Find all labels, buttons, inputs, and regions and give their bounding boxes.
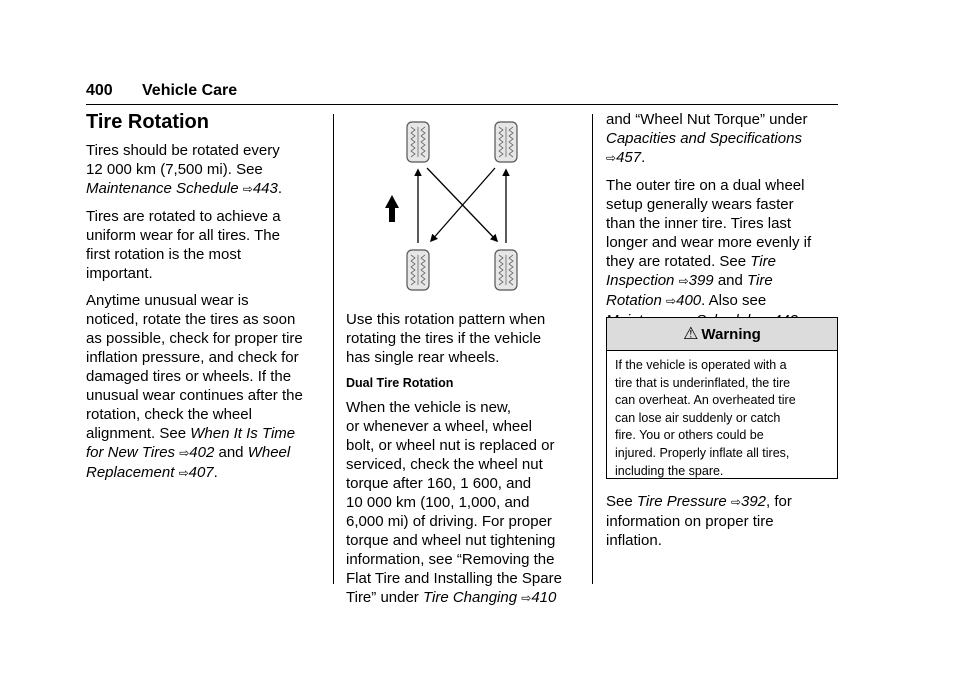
text-line: Anytime unusual wear is bbox=[86, 292, 249, 309]
text-line: Use this rotation pattern when bbox=[346, 311, 546, 328]
column-divider-1 bbox=[333, 114, 334, 584]
link-capacities-specifications[interactable]: Capacities and Specifications bbox=[606, 130, 802, 147]
link-tire-pressure[interactable]: Tire Pressure bbox=[636, 493, 727, 510]
text-line: damaged tires or wheels. If the bbox=[86, 368, 292, 385]
link-tire-rotation[interactable]: Tire bbox=[747, 272, 773, 289]
text-line: rotating the tires if the vehicle bbox=[346, 330, 542, 347]
vehicle-front-arrow-icon bbox=[385, 195, 399, 222]
link-maintenance-schedule[interactable]: Maintenance Schedule bbox=[86, 180, 239, 197]
text-line: important. bbox=[86, 265, 153, 282]
header-rule bbox=[86, 104, 838, 105]
text-line: can overheat. An overheated tire bbox=[615, 393, 796, 408]
text-line: 10 000 km (100, 1,000, and bbox=[346, 494, 530, 511]
ref-arrow-icon: ⇨ bbox=[178, 466, 189, 480]
text-line: tire that is underinflated, the tire bbox=[615, 375, 791, 390]
text-line: serviced, check the wheel nut bbox=[346, 456, 543, 473]
diagram-caption bbox=[346, 310, 582, 367]
ref-arrow-icon: ⇨ bbox=[666, 294, 677, 308]
section-title: Vehicle Care bbox=[142, 82, 238, 99]
paragraph-2 bbox=[86, 207, 326, 283]
column-3 bbox=[606, 110, 838, 339]
warning-title: Warning bbox=[701, 326, 761, 343]
ref-arrow-icon: ⇨ bbox=[242, 182, 253, 196]
text-line: Tires are rotated to achieve a bbox=[86, 208, 281, 225]
text-and: and bbox=[218, 444, 244, 461]
text-line: setup generally wears faster bbox=[606, 196, 794, 213]
rotation-arrow-diagonal bbox=[431, 168, 495, 241]
page-number: 400 bbox=[86, 82, 113, 99]
text-line: If the vehicle is operated with a bbox=[615, 358, 787, 372]
text-line: information on proper tire bbox=[606, 513, 774, 530]
front-right-tire-icon bbox=[495, 122, 517, 162]
paragraph-dual bbox=[346, 398, 582, 608]
page-header bbox=[86, 82, 838, 104]
text-line: noticed, rotate the tires as soon bbox=[86, 311, 296, 328]
warning-icon: ⚠ bbox=[683, 324, 699, 343]
text-line: inflation pressure, and check for bbox=[86, 349, 299, 366]
page-ref[interactable]: 400 bbox=[676, 292, 702, 309]
ref-arrow-icon: ⇨ bbox=[606, 151, 617, 165]
rear-left-tire-icon bbox=[407, 250, 429, 290]
paragraph-1: Tires should be rotated every 12 000 km (7,500 mi). See Maintenance Schedule ⇨443. bbox=[86, 142, 283, 197]
text-line: uniform wear for all tires. The bbox=[86, 227, 280, 244]
text-line: alignment. See bbox=[86, 425, 187, 442]
paragraph-3: Anytime unusual wear is noticed, rotate the tires as soon as possible, check for proper tire inflation pressure, and check for damaged tires or wheels. If the unusual wear continues after the rotation, check the wheel alignment. See When It Is Time for New Tires ⇨402 and Wheel Replacement ⇨407. bbox=[86, 292, 303, 481]
text-line: inflation. bbox=[606, 532, 662, 549]
text-line: Tires should be rotated every bbox=[86, 142, 280, 159]
text-line: first rotation is the most bbox=[86, 246, 242, 263]
text-line: they are rotated. See bbox=[606, 253, 747, 270]
warning-header bbox=[607, 318, 837, 351]
text-and: and bbox=[717, 272, 743, 289]
text-line: bolt, or wheel nut is replaced or bbox=[346, 437, 555, 454]
link-tire-rotation-cont[interactable]: Rotation bbox=[606, 292, 662, 309]
text-line: and “Wheel Nut Torque” under bbox=[606, 111, 808, 128]
paragraph-cont: and “Wheel Nut Torque” under Capacities and Specifications ⇨457. bbox=[606, 111, 808, 166]
rotation-arrow-diagonal bbox=[427, 168, 497, 241]
text-line: torque after 160, 1 600, and bbox=[346, 475, 532, 492]
rear-right-tire-icon bbox=[495, 250, 517, 290]
text-line: 6,000 mi) of driving. For proper bbox=[346, 513, 552, 530]
column-divider-2 bbox=[592, 114, 593, 584]
text-line: unusual wear continues after the bbox=[86, 387, 303, 404]
page-ref[interactable]: 392 bbox=[741, 493, 767, 510]
text-line: has single rear wheels. bbox=[346, 349, 500, 366]
page-ref[interactable]: 399 bbox=[688, 272, 714, 289]
front-left-tire-icon bbox=[407, 122, 429, 162]
text-line: as possible, check for proper tire bbox=[86, 330, 303, 347]
text-see: See bbox=[606, 493, 633, 510]
text-line: or whenever a wheel, wheel bbox=[346, 418, 532, 435]
ref-arrow-icon: ⇨ bbox=[730, 495, 741, 509]
text-line: The outer tire on a dual wheel bbox=[606, 177, 805, 194]
section-heading: Tire Rotation bbox=[86, 111, 209, 133]
ref-arrow-icon: ⇨ bbox=[179, 446, 190, 460]
subheading-dual-tire-rotation: Dual Tire Rotation bbox=[346, 376, 454, 390]
text-line: than the inner tire. Tires last bbox=[606, 215, 792, 232]
text-line: rotation, check the wheel bbox=[86, 406, 252, 423]
warning-box bbox=[606, 317, 838, 479]
text-line: Tire” under bbox=[346, 589, 419, 606]
page-ref[interactable]: 402 bbox=[189, 444, 215, 461]
warning-body bbox=[607, 351, 837, 486]
text-line: 12 000 km (7,500 mi). See bbox=[86, 161, 263, 178]
paragraph-outer-tire: The outer tire on a dual wheel setup generally wears faster than the inner tire. Tires last longer and wear more evenly if they are rotated. See Tire Inspection ⇨399 and Tire Rotation ⇨400. Also see bbox=[606, 176, 838, 331]
page-ref[interactable]: 443 bbox=[252, 180, 278, 197]
text-line: fire. You or others could be bbox=[615, 428, 764, 443]
link-wheel-replacement-cont[interactable]: Replacement bbox=[86, 464, 175, 481]
text-line: Flat Tire and Installing the Spare bbox=[346, 570, 562, 587]
text-line: torque and wheel nut tightening bbox=[346, 532, 556, 549]
page-ref[interactable]: 410 bbox=[531, 589, 557, 606]
link-tire-changing[interactable]: Tire Changing bbox=[422, 589, 518, 606]
text-line: , for bbox=[766, 493, 792, 510]
text-line: including the spare. bbox=[615, 463, 724, 478]
ref-arrow-icon: ⇨ bbox=[678, 274, 689, 288]
text-line: longer and wear more evenly if bbox=[606, 234, 812, 251]
tire-rotation-diagram bbox=[375, 118, 535, 303]
link-tire-inspection-cont[interactable]: Inspection bbox=[606, 272, 675, 289]
ref-arrow-icon: ⇨ bbox=[521, 591, 532, 605]
text-line: When the vehicle is new, bbox=[346, 399, 512, 416]
column-2 bbox=[346, 310, 582, 616]
text-line: can lose air suddenly or catch bbox=[615, 410, 781, 425]
link-wheel-replacement[interactable]: Wheel bbox=[247, 444, 291, 461]
text-also-see: Also see bbox=[708, 292, 767, 309]
paragraph-tire-pressure bbox=[606, 492, 838, 550]
link-tire-inspection[interactable]: Tire bbox=[750, 253, 776, 270]
text-line: information, see “Removing the bbox=[346, 551, 555, 568]
link-new-tires-cont[interactable]: for New Tires bbox=[86, 444, 176, 461]
page-ref[interactable]: 457 bbox=[616, 149, 642, 166]
link-new-tires[interactable]: When It Is Time bbox=[190, 425, 296, 442]
page-ref[interactable]: 407 bbox=[188, 464, 214, 481]
text-line: injured. Properly inflate all tires, bbox=[615, 445, 790, 460]
column-1 bbox=[86, 110, 326, 491]
